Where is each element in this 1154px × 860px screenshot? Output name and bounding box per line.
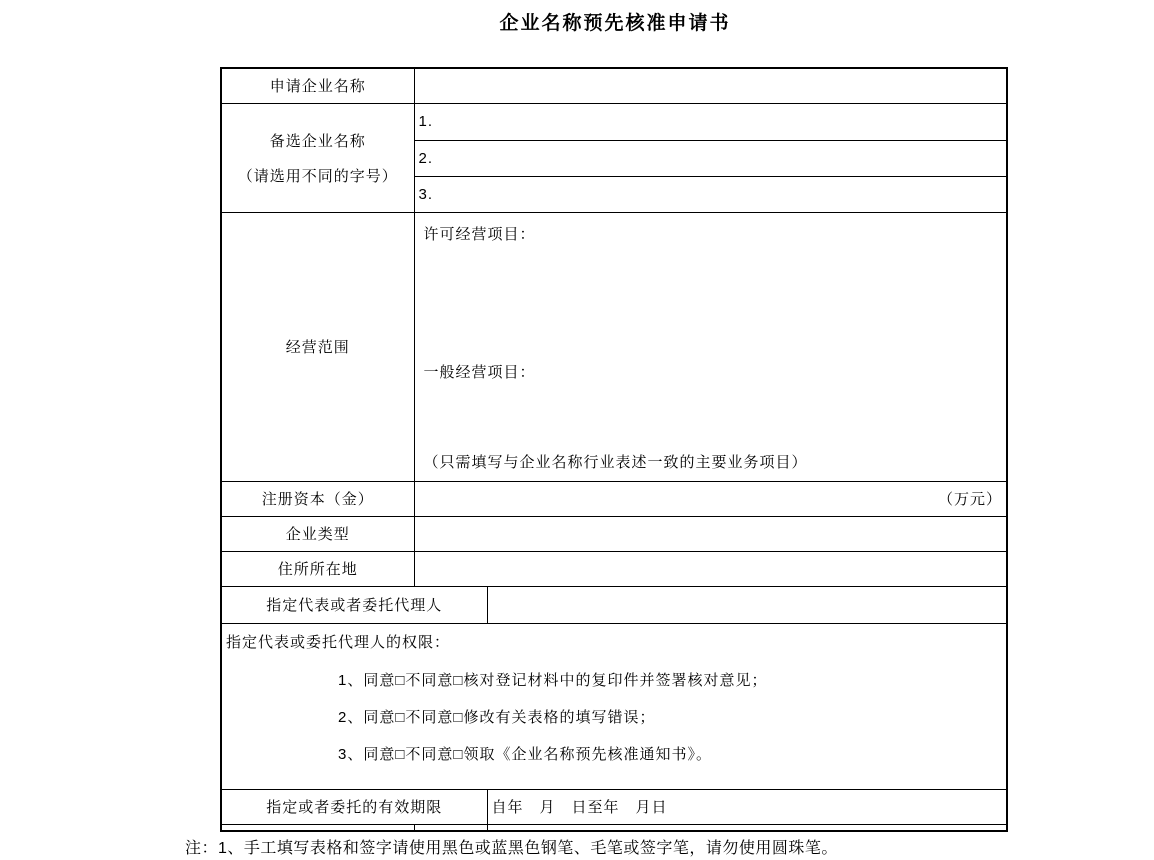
agent-authority-row [221, 623, 1007, 789]
validity-period-label: 指定或者委托的有效期限 [221, 789, 487, 824]
alternative-names-label-line1: 备选企业名称 [269, 132, 366, 150]
alternative-names-label [221, 103, 414, 212]
business-scope-note: （只需填写与企业名称行业表述一致的主要业务项目） [423, 453, 808, 471]
bottom-spacer-cell-1 [221, 824, 414, 831]
licensed-items-label: 许可经营项目： [423, 225, 536, 243]
authority-item-1: 1、同意□不同意□核对登记材料中的复印件并签署核对意见； [338, 671, 768, 689]
registered-capital-label: 注册资本（金） [221, 481, 414, 516]
alternative-name-field-1[interactable] [414, 103, 1007, 140]
validity-period-row [221, 789, 1007, 824]
agent-authority-title: 指定代表或委托代理人的权限： [226, 633, 451, 651]
domicile-label: 住所所在地 [221, 551, 414, 586]
applied-name-label: 申请企业名称 [221, 68, 414, 103]
authority-item-3: 3、同意□不同意□领取《企业名称预先核准通知书》。 [338, 745, 712, 763]
agent-field[interactable] [487, 586, 1007, 623]
general-items-label: 一般经营项目： [423, 363, 536, 381]
business-scope-field[interactable] [414, 212, 1007, 481]
enterprise-type-row [221, 516, 1007, 551]
applied-name-row [221, 68, 1007, 103]
alternative-name-number-1: 1. [418, 113, 434, 130]
footer-note: 注：1、手工填写表格和签字请使用黑色或蓝黑色钢笔、毛笔或签字笔，请勿使用圆珠笔。 [185, 840, 838, 857]
bottom-spacer-row [221, 824, 1007, 831]
authority-item-2: 2、同意□不同意□修改有关表格的填写错误； [338, 708, 656, 726]
agent-authority-section [221, 623, 1007, 789]
registered-capital-unit: （万元） [937, 491, 1002, 508]
enterprise-type-field[interactable] [414, 516, 1007, 551]
business-scope-content [419, 215, 1003, 479]
business-scope-label: 经营范围 [221, 212, 414, 481]
alternative-name-field-3[interactable] [414, 176, 1007, 212]
enterprise-type-label: 企业类型 [221, 516, 414, 551]
validity-period-field[interactable]: 自年 月 日至年 月日 [487, 789, 1007, 824]
agent-row [221, 586, 1007, 623]
business-scope-row [221, 212, 1007, 481]
registered-capital-field[interactable] [414, 481, 1007, 516]
bottom-spacer-cell-2 [414, 824, 487, 831]
page-title: 企业名称预先核准申请书 [499, 13, 731, 34]
domicile-field[interactable] [414, 551, 1007, 586]
alternative-names-label-line2: （请选用不同的字号） [237, 167, 398, 185]
alternative-name-number-2: 2. [418, 149, 434, 167]
alternative-name-number-3: 3. [418, 185, 434, 203]
bottom-spacer-cell-3 [487, 824, 1007, 831]
agent-label: 指定代表或者委托代理人 [221, 586, 487, 623]
alternative-name-field-2[interactable] [414, 140, 1007, 176]
application-form-table [220, 67, 1008, 832]
registered-capital-row [221, 481, 1007, 516]
applied-name-field[interactable] [414, 68, 1007, 103]
alternative-name-row-1 [221, 103, 1007, 140]
domicile-row [221, 551, 1007, 586]
